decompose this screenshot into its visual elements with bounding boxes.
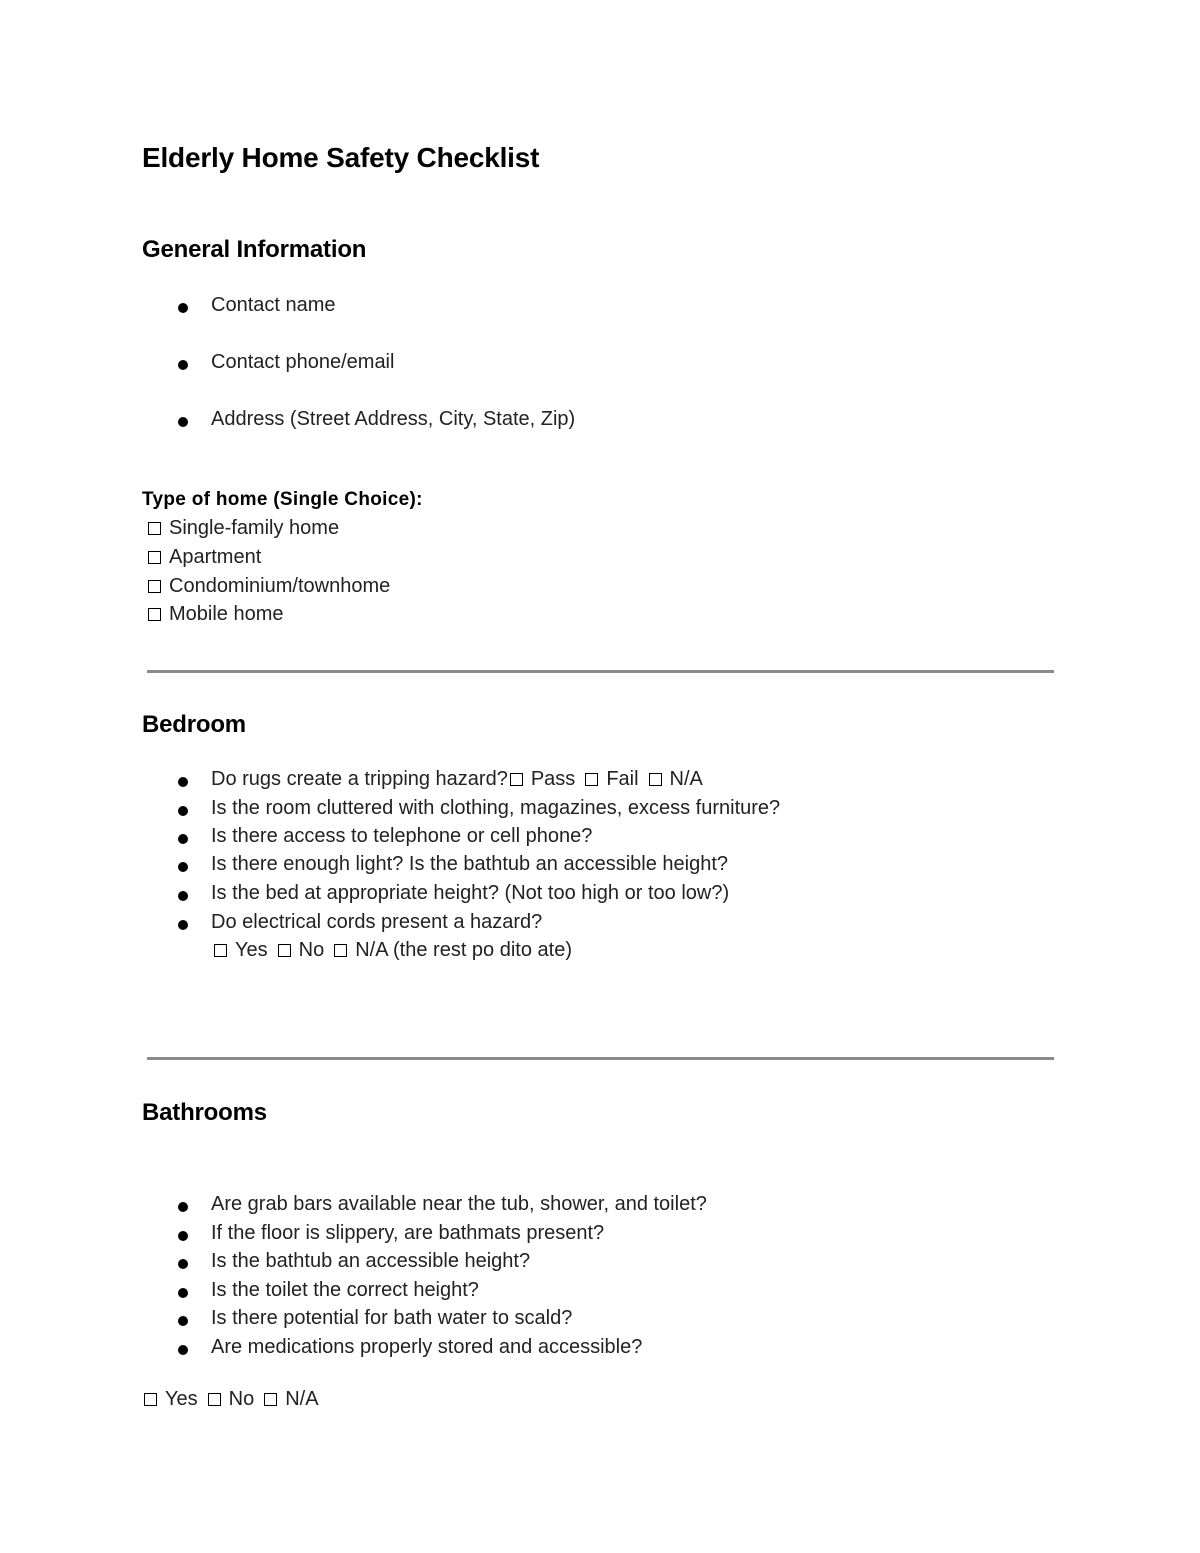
- checkbox-icon[interactable]: [214, 944, 227, 957]
- bullet-icon: [178, 303, 188, 313]
- option-label: No: [298, 939, 325, 961]
- list-item-text: Is the toilet the correct height?: [211, 1279, 479, 1301]
- checkbox-icon[interactable]: [334, 944, 347, 957]
- list-item-text: Is the bed at appropriate height? (Not too high or too low?): [211, 882, 730, 904]
- list-item-text: Is the room cluttered with clothing, magazines, excess furniture?: [211, 797, 781, 819]
- bullet-icon: [178, 920, 188, 930]
- checkbox-icon[interactable]: [148, 522, 161, 535]
- option-label: Mobile home: [169, 603, 284, 625]
- bullet-icon: [178, 417, 188, 427]
- option-label: N/A (the rest po dito ate): [355, 939, 572, 961]
- bullet-icon: [178, 1259, 188, 1269]
- list-item-text: Address (Street Address, City, State, Zip): [211, 408, 576, 430]
- option-label: Pass: [530, 768, 576, 790]
- list-item-text: Contact name: [211, 294, 336, 316]
- list-item-text: Are grab bars available near the tub, shower, and toilet?: [211, 1193, 707, 1215]
- bathrooms-heading: Bathrooms: [142, 1099, 267, 1126]
- checkbox-icon[interactable]: [585, 773, 598, 786]
- bullet-icon: [178, 1231, 188, 1241]
- list-item-text: Is there potential for bath water to scald?: [211, 1307, 573, 1329]
- checkbox-icon[interactable]: [278, 944, 291, 957]
- list-item-text: If the floor is slippery, are bathmats present?: [211, 1222, 605, 1244]
- option-label: No: [228, 1388, 255, 1410]
- bullet-icon: [178, 806, 188, 816]
- bullet-icon: [178, 1202, 188, 1212]
- list-item-text: Contact phone/email: [211, 351, 395, 373]
- bullet-icon: [178, 777, 188, 787]
- option-label: Apartment: [169, 546, 262, 568]
- document-title: Elderly Home Safety Checklist: [142, 142, 540, 173]
- list-item-text: Is the bathtub an accessible height?: [211, 1250, 531, 1272]
- bullet-icon: [178, 1345, 188, 1355]
- option-label: N/A: [285, 1388, 319, 1410]
- option-label: N/A: [669, 768, 703, 790]
- list-item-text: Is there enough light? Is the bathtub an accessible height?: [211, 853, 729, 875]
- checkbox-icon[interactable]: [649, 773, 662, 786]
- home-type-option[interactable]: [148, 546, 261, 569]
- option-label: Condominium/townhome: [169, 575, 391, 597]
- option-label: Fail: [606, 768, 639, 790]
- bullet-icon: [178, 834, 188, 844]
- home-type-option[interactable]: [148, 603, 284, 626]
- checkbox-icon[interactable]: [148, 551, 161, 564]
- bathrooms-answer-options: [144, 1388, 319, 1411]
- bullet-icon: [178, 1288, 188, 1298]
- general-information-heading: General Information: [142, 236, 367, 263]
- option-label: Yes: [235, 939, 268, 961]
- bedroom-heading: Bedroom: [142, 711, 246, 738]
- bullet-icon: [178, 360, 188, 370]
- checkbox-icon[interactable]: [148, 580, 161, 593]
- checkbox-icon[interactable]: [264, 1393, 277, 1406]
- home-type-label: Type of home (Single Choice):: [142, 489, 423, 510]
- checkbox-icon[interactable]: [510, 773, 523, 786]
- checkbox-icon[interactable]: [208, 1393, 221, 1406]
- list-item-text: Are medications properly stored and accessible?: [211, 1336, 643, 1358]
- bedroom-answer-options: [214, 939, 572, 962]
- home-type-option[interactable]: [148, 517, 339, 540]
- section-divider: [147, 1057, 1054, 1060]
- list-item-text: Do electrical cords present a hazard?: [211, 911, 543, 933]
- list-item-text: Is there access to telephone or cell phone?: [211, 825, 593, 847]
- question-text: Do rugs create a tripping hazard?: [211, 768, 508, 790]
- home-type-option[interactable]: [148, 575, 390, 598]
- checkbox-icon[interactable]: [144, 1393, 157, 1406]
- bullet-icon: [178, 891, 188, 901]
- bullet-icon: [178, 1316, 188, 1326]
- option-label: Yes: [165, 1388, 198, 1410]
- option-label: Single-family home: [169, 517, 340, 539]
- bullet-icon: [178, 862, 188, 872]
- list-item-text: [211, 768, 703, 791]
- checkbox-icon[interactable]: [148, 608, 161, 621]
- section-divider: [147, 670, 1054, 673]
